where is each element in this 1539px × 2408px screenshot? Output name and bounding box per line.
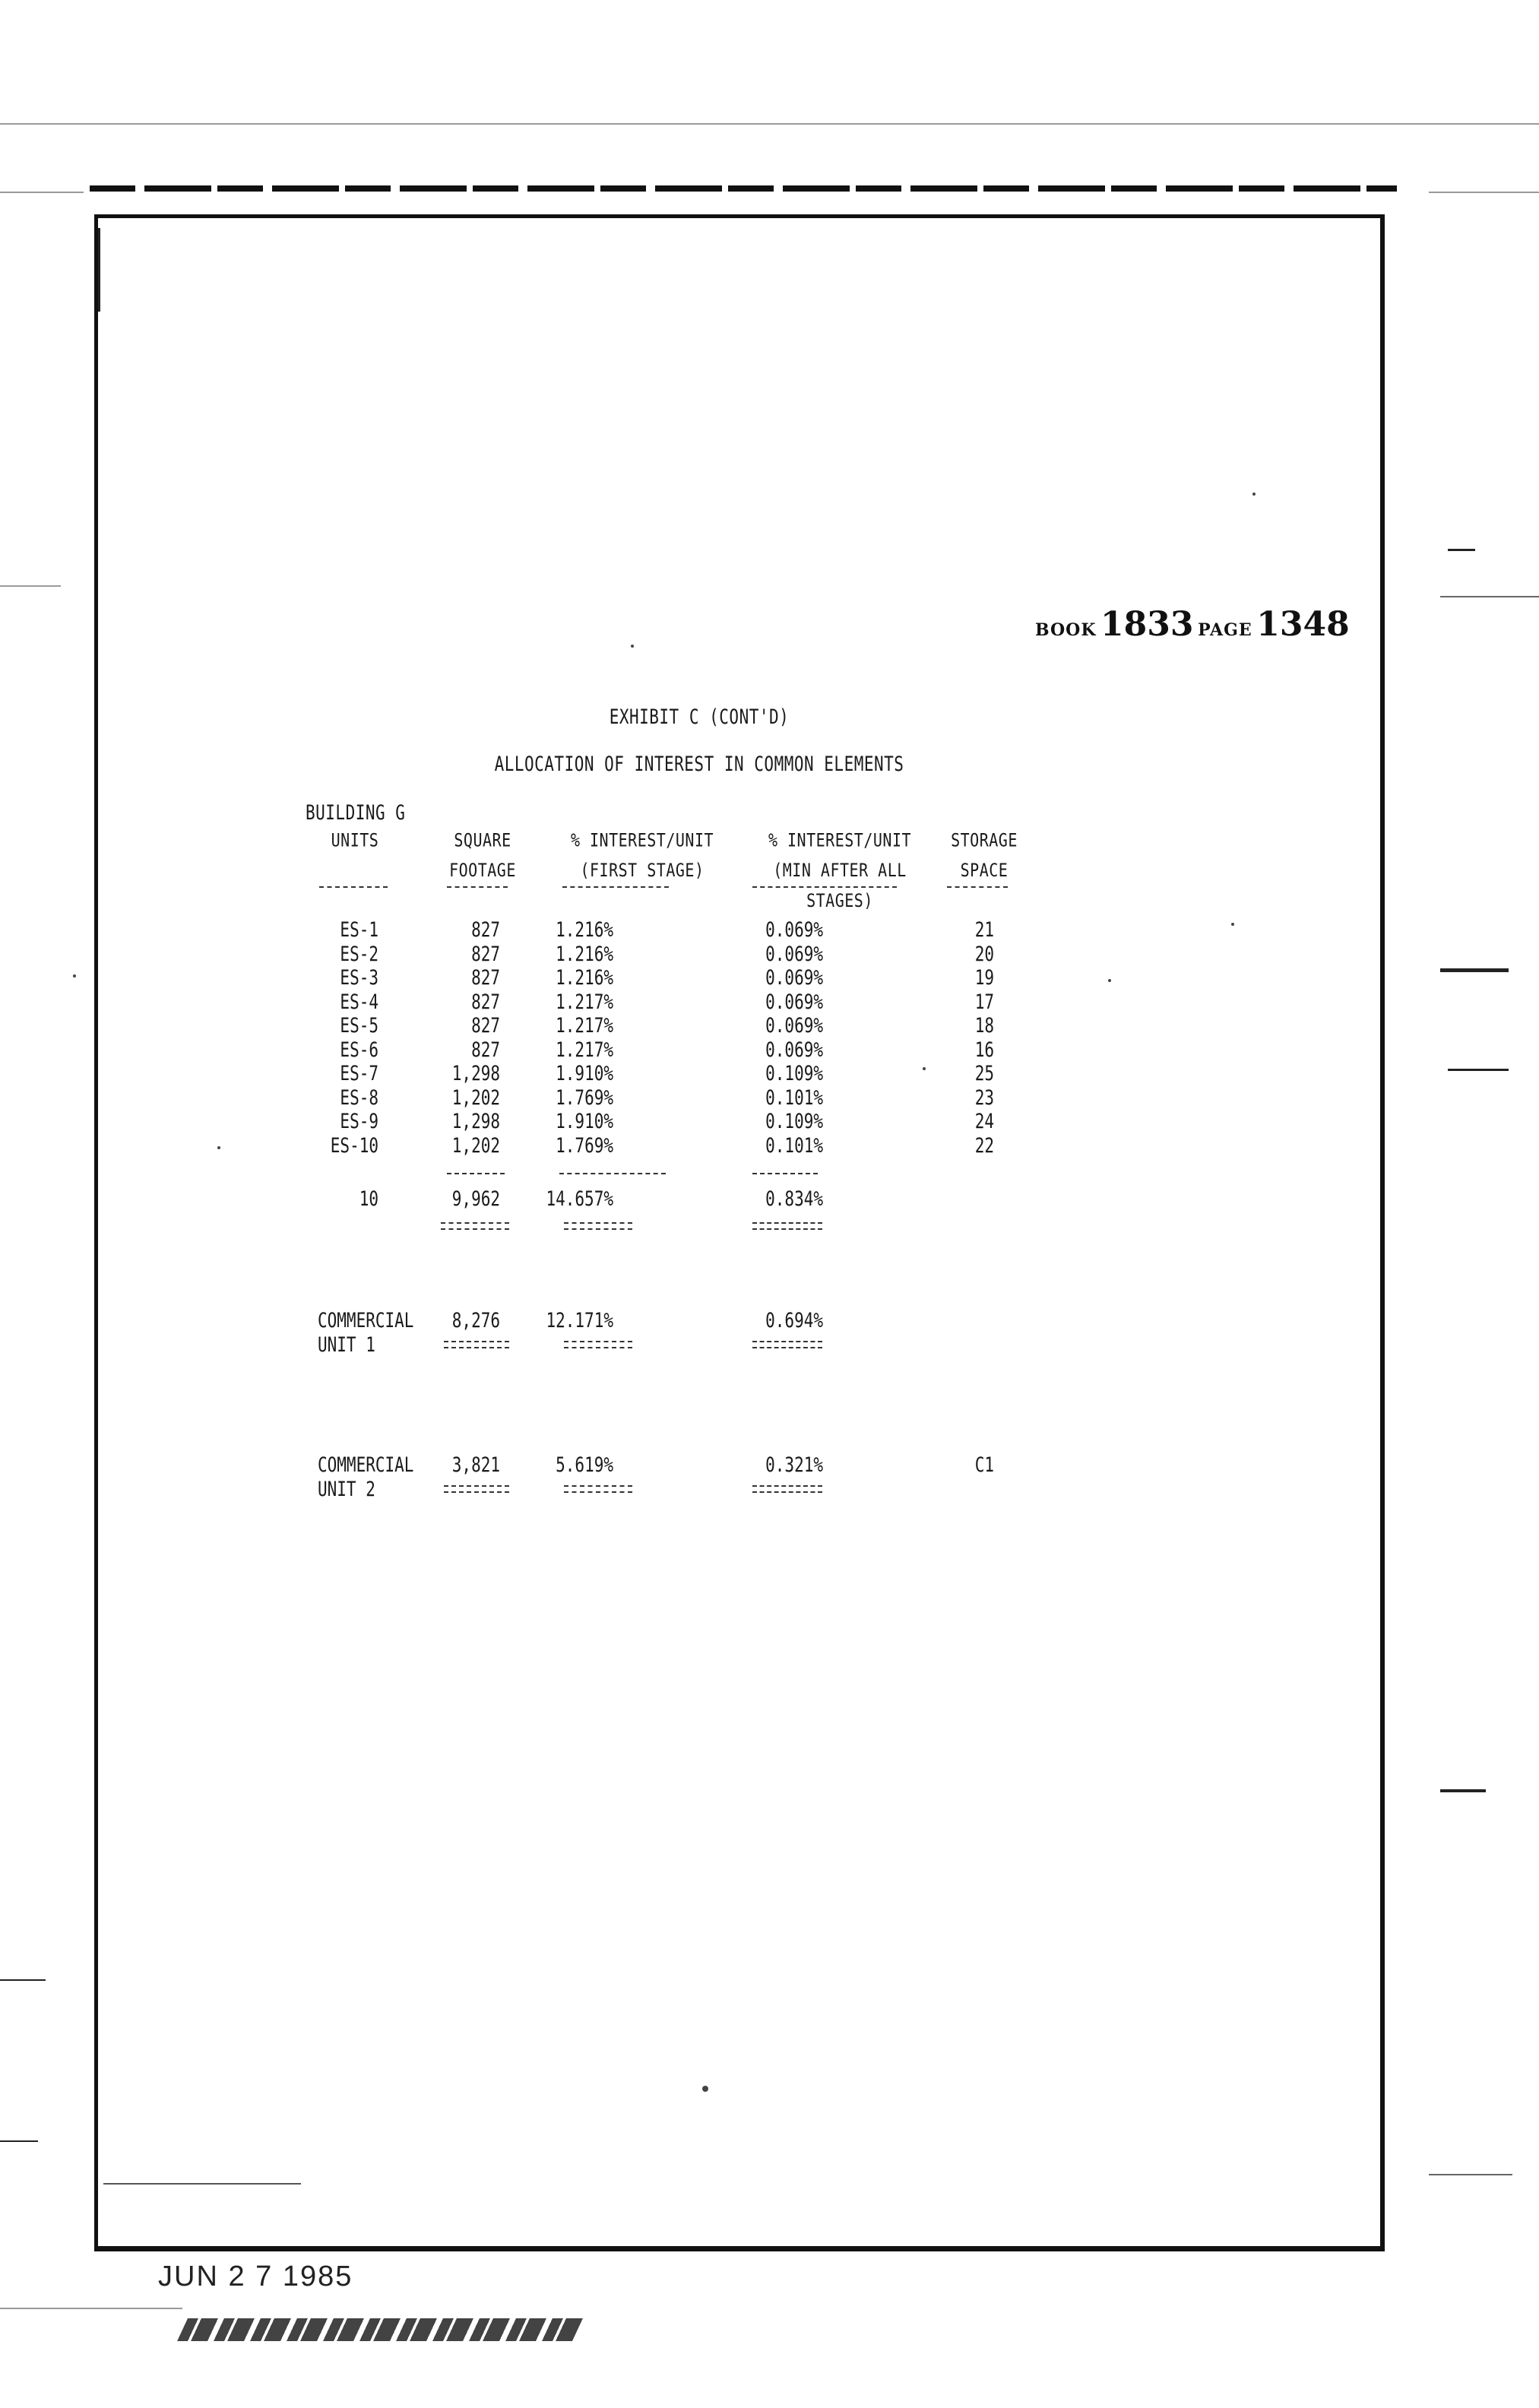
interest-min-cell: 0.069% <box>765 966 823 989</box>
col-header-interest-first-stage: % INTEREST/UNIT (FIRST STAGE) <box>570 829 714 882</box>
interest-min-cell: 0.101% <box>765 1133 823 1157</box>
commercial-double-underline <box>444 1485 509 1493</box>
storage-space-cell: 18 <box>974 1014 994 1037</box>
interest-min-cell: 0.109% <box>765 1062 823 1085</box>
unit-cell: ES-5 <box>340 1014 378 1037</box>
commercial-interest-first-stage: 12.171% <box>546 1309 613 1332</box>
square-footage-cell: 827 <box>471 1038 500 1061</box>
square-footage-cell: 827 <box>471 918 500 941</box>
subtotal-underline <box>447 1173 505 1174</box>
square-footage-cell: 827 <box>471 990 500 1013</box>
header-underline <box>562 886 669 888</box>
storage-space-cell: 24 <box>974 1110 994 1133</box>
interest-first-stage-cell: 1.216% <box>556 942 613 965</box>
header-underline <box>447 886 508 888</box>
storage-space-cell: 19 <box>974 966 994 989</box>
interest-first-stage-cell: 1.216% <box>556 918 613 941</box>
total-interest-min: 0.834% <box>765 1187 823 1210</box>
commercial-double-underline <box>752 1341 822 1348</box>
square-footage-cell: 1,202 <box>451 1133 500 1157</box>
col-header-interest-min: % INTEREST/UNIT (MIN AFTER ALL STAGES) <box>768 829 912 911</box>
total-double-underline <box>441 1222 509 1230</box>
square-footage-cell: 827 <box>471 942 500 965</box>
commercial-double-underline <box>752 1485 822 1493</box>
col-header-units: UNITS <box>331 829 379 851</box>
storage-space-cell: 23 <box>974 1085 994 1109</box>
interest-first-stage-cell: 1.217% <box>556 1014 613 1037</box>
page-number: 1348 <box>1256 605 1350 644</box>
interest-first-stage-cell: 1.216% <box>556 966 613 989</box>
square-footage-cell: 827 <box>471 1014 500 1037</box>
commercial-unit-name-line1: COMMERCIAL <box>318 1309 414 1332</box>
commercial-square-footage: 8,276 <box>451 1309 500 1332</box>
interest-min-cell: 0.109% <box>765 1110 823 1133</box>
unit-cell: ES-4 <box>340 990 378 1013</box>
commercial-double-underline <box>444 1341 509 1348</box>
subtotal-underline <box>752 1173 818 1174</box>
total-double-underline <box>564 1222 632 1230</box>
col-header-square-footage: SQUARE FOOTAGE <box>449 829 516 882</box>
page-label: PAGE <box>1198 620 1252 640</box>
commercial-unit-name-line2: UNIT 2 <box>318 1478 375 1500</box>
unit-cell: ES-8 <box>340 1085 378 1109</box>
recorder-stamp-smudge <box>177 2318 583 2341</box>
square-footage-cell: 827 <box>471 966 500 989</box>
storage-space-cell: 22 <box>974 1133 994 1157</box>
interest-min-cell: 0.069% <box>765 1038 823 1061</box>
interest-first-stage-cell: 1.910% <box>556 1110 613 1133</box>
book-label: BOOK <box>1035 620 1097 640</box>
stamp-border <box>103 2183 301 2185</box>
unit-cell: ES-10 <box>330 1133 378 1157</box>
interest-first-stage-cell: 1.217% <box>556 1038 613 1061</box>
storage-space-cell: 17 <box>974 990 994 1013</box>
unit-cell: ES-7 <box>340 1062 378 1085</box>
storage-space-cell: 16 <box>974 1038 994 1061</box>
total-square-footage: 9,962 <box>451 1187 500 1210</box>
interest-min-cell: 0.069% <box>765 918 823 941</box>
commercial-interest-min: 0.694% <box>765 1309 823 1332</box>
interest-min-cell: 0.101% <box>765 1085 823 1109</box>
commercial-unit-name-line1: COMMERCIAL <box>318 1453 414 1476</box>
recording-date-stamp: JUN 2 7 1985 <box>158 2261 353 2292</box>
interest-first-stage-cell: 1.217% <box>556 990 613 1013</box>
col-header-storage-space: STORAGE SPACE <box>951 829 1018 882</box>
header-underline <box>319 886 388 888</box>
storage-space-cell: 25 <box>974 1062 994 1085</box>
interest-first-stage-cell: 1.910% <box>556 1062 613 1085</box>
commercial-double-underline <box>564 1341 632 1348</box>
interest-first-stage-cell: 1.769% <box>556 1133 613 1157</box>
square-footage-cell: 1,202 <box>451 1085 500 1109</box>
total-double-underline <box>752 1222 822 1230</box>
unit-cell: ES-6 <box>340 1038 378 1061</box>
commercial-storage-space: C1 <box>974 1453 994 1476</box>
unit-cell: ES-9 <box>340 1110 378 1133</box>
commercial-interest-first-stage: 5.619% <box>556 1453 613 1476</box>
square-footage-cell: 1,298 <box>451 1110 500 1133</box>
interest-min-cell: 0.069% <box>765 1014 823 1037</box>
square-footage-cell: 1,298 <box>451 1062 500 1085</box>
unit-cell: ES-3 <box>340 966 378 989</box>
allocation-subheading: ALLOCATION OF INTEREST IN COMMON ELEMENTS <box>494 752 904 775</box>
total-units: 10 <box>359 1187 378 1210</box>
book-page-reference <box>1035 605 1350 644</box>
storage-space-cell: 21 <box>974 918 994 941</box>
exhibit-heading: EXHIBIT C (CONT'D) <box>609 705 790 728</box>
building-label: BUILDING G <box>306 801 406 824</box>
page-border <box>94 214 1385 2251</box>
header-underline <box>752 886 897 888</box>
commercial-double-underline <box>564 1485 632 1493</box>
unit-cell: ES-1 <box>340 918 378 941</box>
total-interest-first-stage: 14.657% <box>546 1187 613 1210</box>
commercial-interest-min: 0.321% <box>765 1453 823 1476</box>
storage-space-cell: 20 <box>974 942 994 965</box>
interest-min-cell: 0.069% <box>765 942 823 965</box>
interest-first-stage-cell: 1.769% <box>556 1085 613 1109</box>
commercial-square-footage: 3,821 <box>451 1453 500 1476</box>
book-number: 1833 <box>1100 605 1194 644</box>
interest-min-cell: 0.069% <box>765 990 823 1013</box>
subtotal-underline <box>559 1173 666 1174</box>
commercial-unit-name-line2: UNIT 1 <box>318 1333 375 1356</box>
header-underline <box>947 886 1008 888</box>
unit-cell: ES-2 <box>340 942 378 965</box>
